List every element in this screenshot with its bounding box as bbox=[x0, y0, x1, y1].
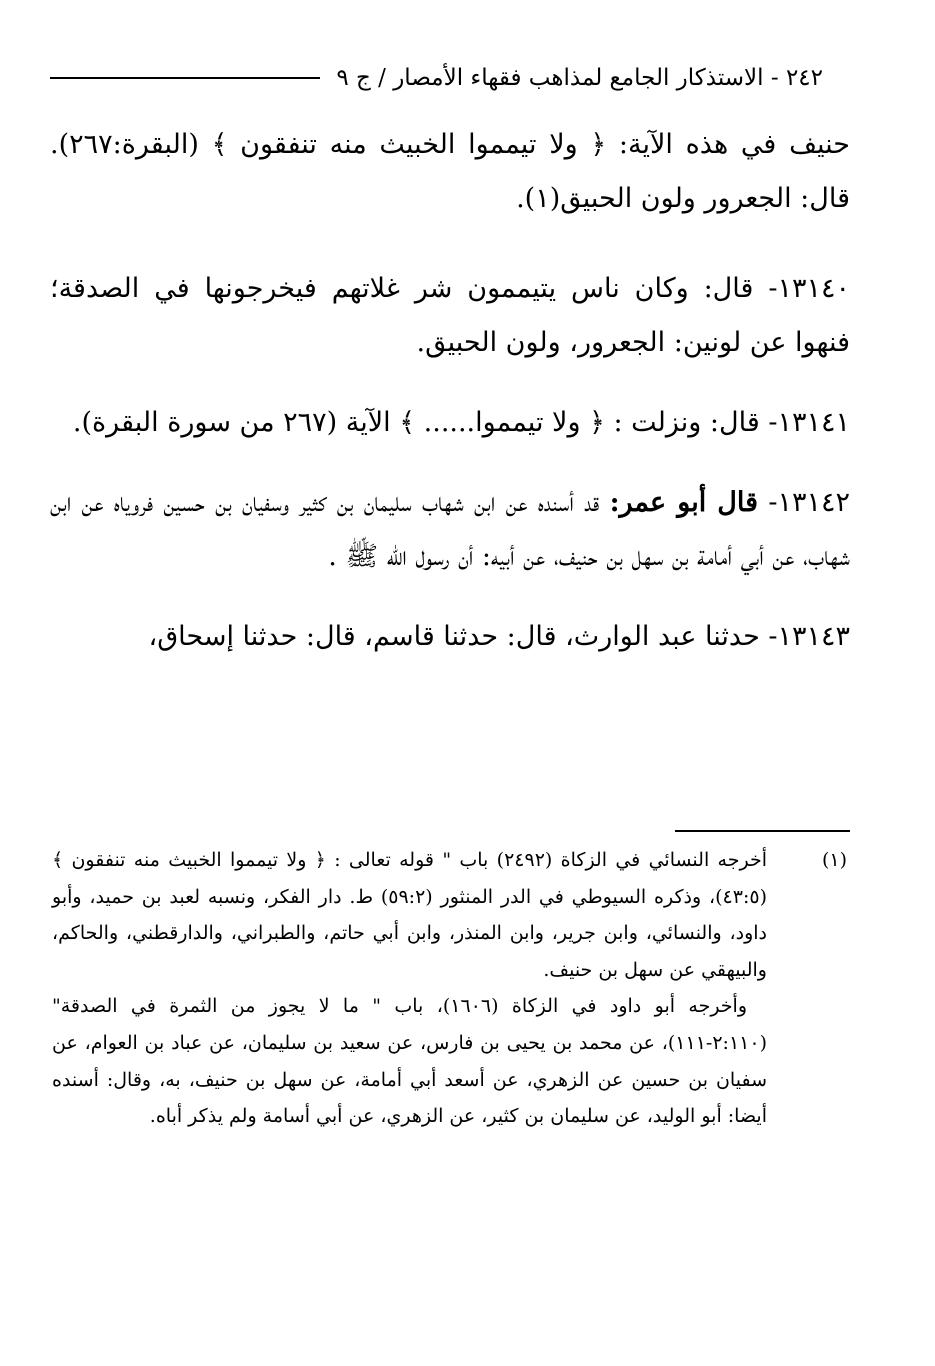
paragraph-13141: ١٣١٤١- قال: ونزلت : ﴿ ولا تيمموا...... ﴾ الآية (٢٦٧ من سورة البقرة). bbox=[72, 407, 850, 438]
running-header-title: ٢٤٢ - الاستذكار الجامع لمذاهب فقهاء الأمصار / ج ٩ bbox=[336, 65, 823, 91]
footnote-paragraph: وأخرجه أبو داود في الزكاة (١٦٠٦)، باب " ما لا يجوز من الثمرة في الصدقة" (٢:١١٠-١١١)، عن محمد بن يحيى بن فارس، عن سعيد بن سليمان، عن عباد بن العوام، عن سفيان بن حسين عن الزهري، عن أسعد أبي أمامة، عن سهل بن حنيف، به، وقال: أسنده أيضا: أبو الوليد، عن سليمان بن كثير، عن الزهري، عن أبي أسامة ولم يذكر أباه. bbox=[52, 995, 767, 1128]
footnote-body bbox=[52, 842, 767, 1135]
paragraph-13140: ١٣١٤٠- قال: وكان ناس يتيممون شر غلاتهم فيخرجونها في الصدقة؛ فنهوا عن لونين: الجعرور، ولون الحبيق. bbox=[50, 273, 850, 358]
page-header bbox=[50, 58, 823, 98]
footnote-marker: (١) bbox=[821, 849, 847, 871]
paragraph-13142 bbox=[50, 476, 850, 584]
paragraph-body: قد أسنده عن ابن شهاب سليمان بن كثير وسفيان بن حسين فروياه عن ابن شهاب، عن أبي أمامة بن سهل بن حنيف، عن أبيه: أن رسول الله ﷺ . bbox=[50, 487, 850, 572]
main-text bbox=[50, 118, 850, 690]
footnote-1 bbox=[52, 842, 847, 1135]
footnotes bbox=[52, 842, 847, 1135]
speaker-label: قال أبو عمر: bbox=[609, 487, 759, 518]
paragraph-13143: ١٣١٤٣- حدثنا عبد الوارث، قال: حدثنا قاسم، قال: حدثنا إسحاق، bbox=[148, 621, 850, 652]
footnote-separator bbox=[675, 830, 850, 832]
header-rule bbox=[50, 77, 320, 79]
footnote-paragraph: أخرجه النسائي في الزكاة (٢٤٩٢) باب " قوله تعالى : ﴿ ولا تيمموا الخبيث منه تنفقون ﴾ (٤٣:٥)، وذكره السيوطي في الدر المنثور (٥٩:٢) ط. دار الفكر، ونسبه لعبد بن حميد، وأبو داود، والنسائي، وابن جرير، وابن المنذر، وابن أبي حاتم، والطبراني، والدارقطني، والحاكم، والبيهقي عن سهل بن حنيف. bbox=[52, 849, 767, 981]
paragraph-number: ١٣١٤٢- bbox=[768, 487, 850, 518]
paragraph-continuation: حنيف في هذه الآية: ﴿ ولا تيمموا الخبيث منه تنفقون ﴾ (البقرة:٢٦٧). قال: الجعرور ولون الحبيق(١). bbox=[50, 129, 850, 214]
